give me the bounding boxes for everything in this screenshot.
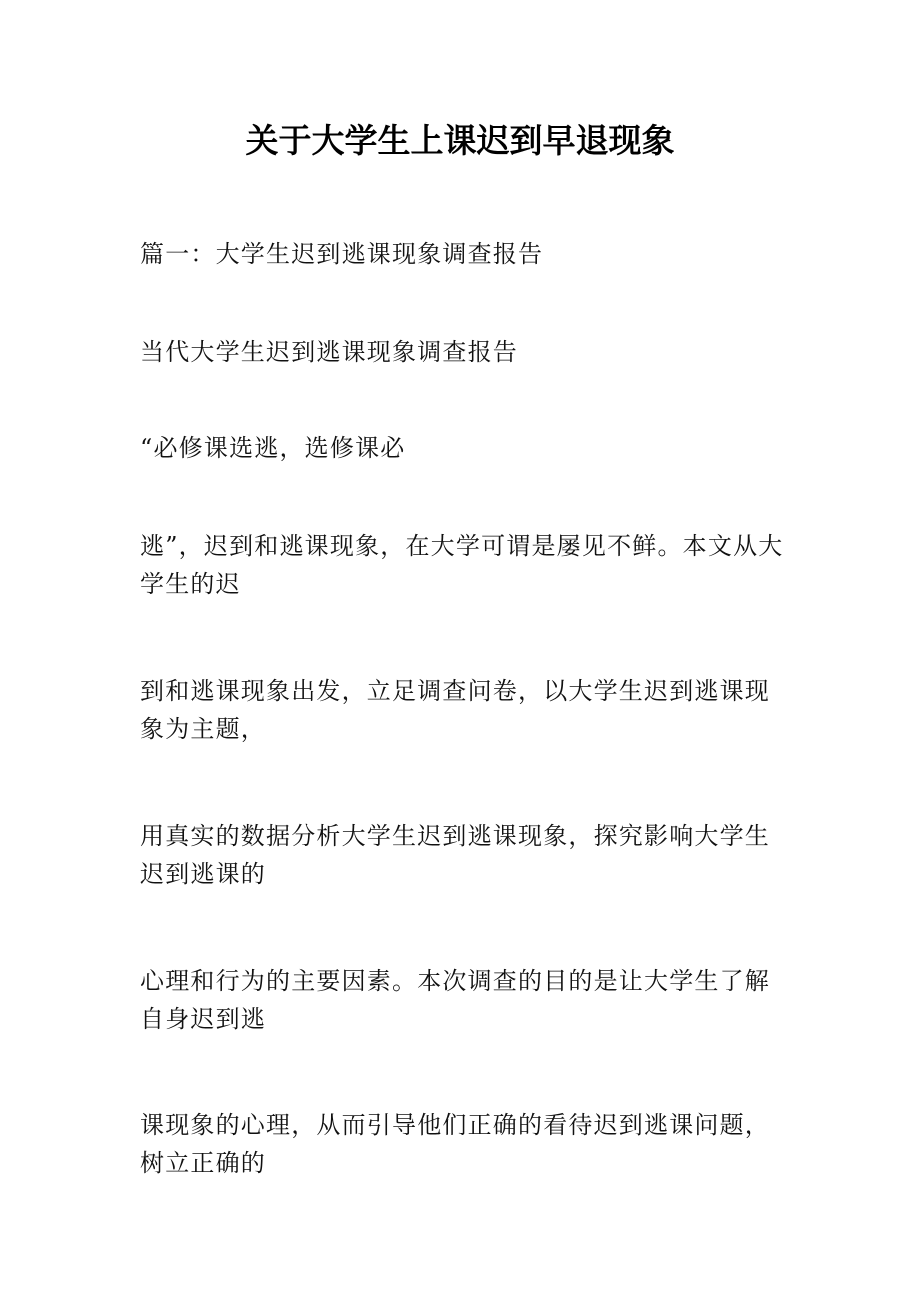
paragraph-body-5: 课现象的心理，从而引导他们正确的看待迟到逃课问题，树立正确的 [140, 1111, 770, 1177]
paragraph-section-heading: 篇一：大学生迟到逃课现象调查报告 [140, 240, 544, 268]
paragraph-body-3: 用真实的数据分析大学生迟到逃课现象，探究影响大学生迟到逃课的 [140, 822, 770, 888]
paragraph-body-4: 心理和行为的主要因素。本次调查的目的是让大学生了解自身迟到逃 [140, 967, 770, 1033]
paragraph-quote-start: “必修课选逃，选修课必 [140, 434, 406, 462]
paragraph-body-2: 到和逃课现象出发，立足调查问卷，以大学生迟到逃课现象为主题， [140, 677, 770, 743]
document-title: 关于大学生上课迟到早退现象 [245, 121, 675, 160]
paragraph-report-title: 当代大学生迟到逃课现象调查报告 [140, 338, 518, 366]
paragraph-body-1: 逃”，迟到和逃课现象，在大学可谓是屡见不鲜。本文从大学生的迟 [140, 532, 784, 598]
